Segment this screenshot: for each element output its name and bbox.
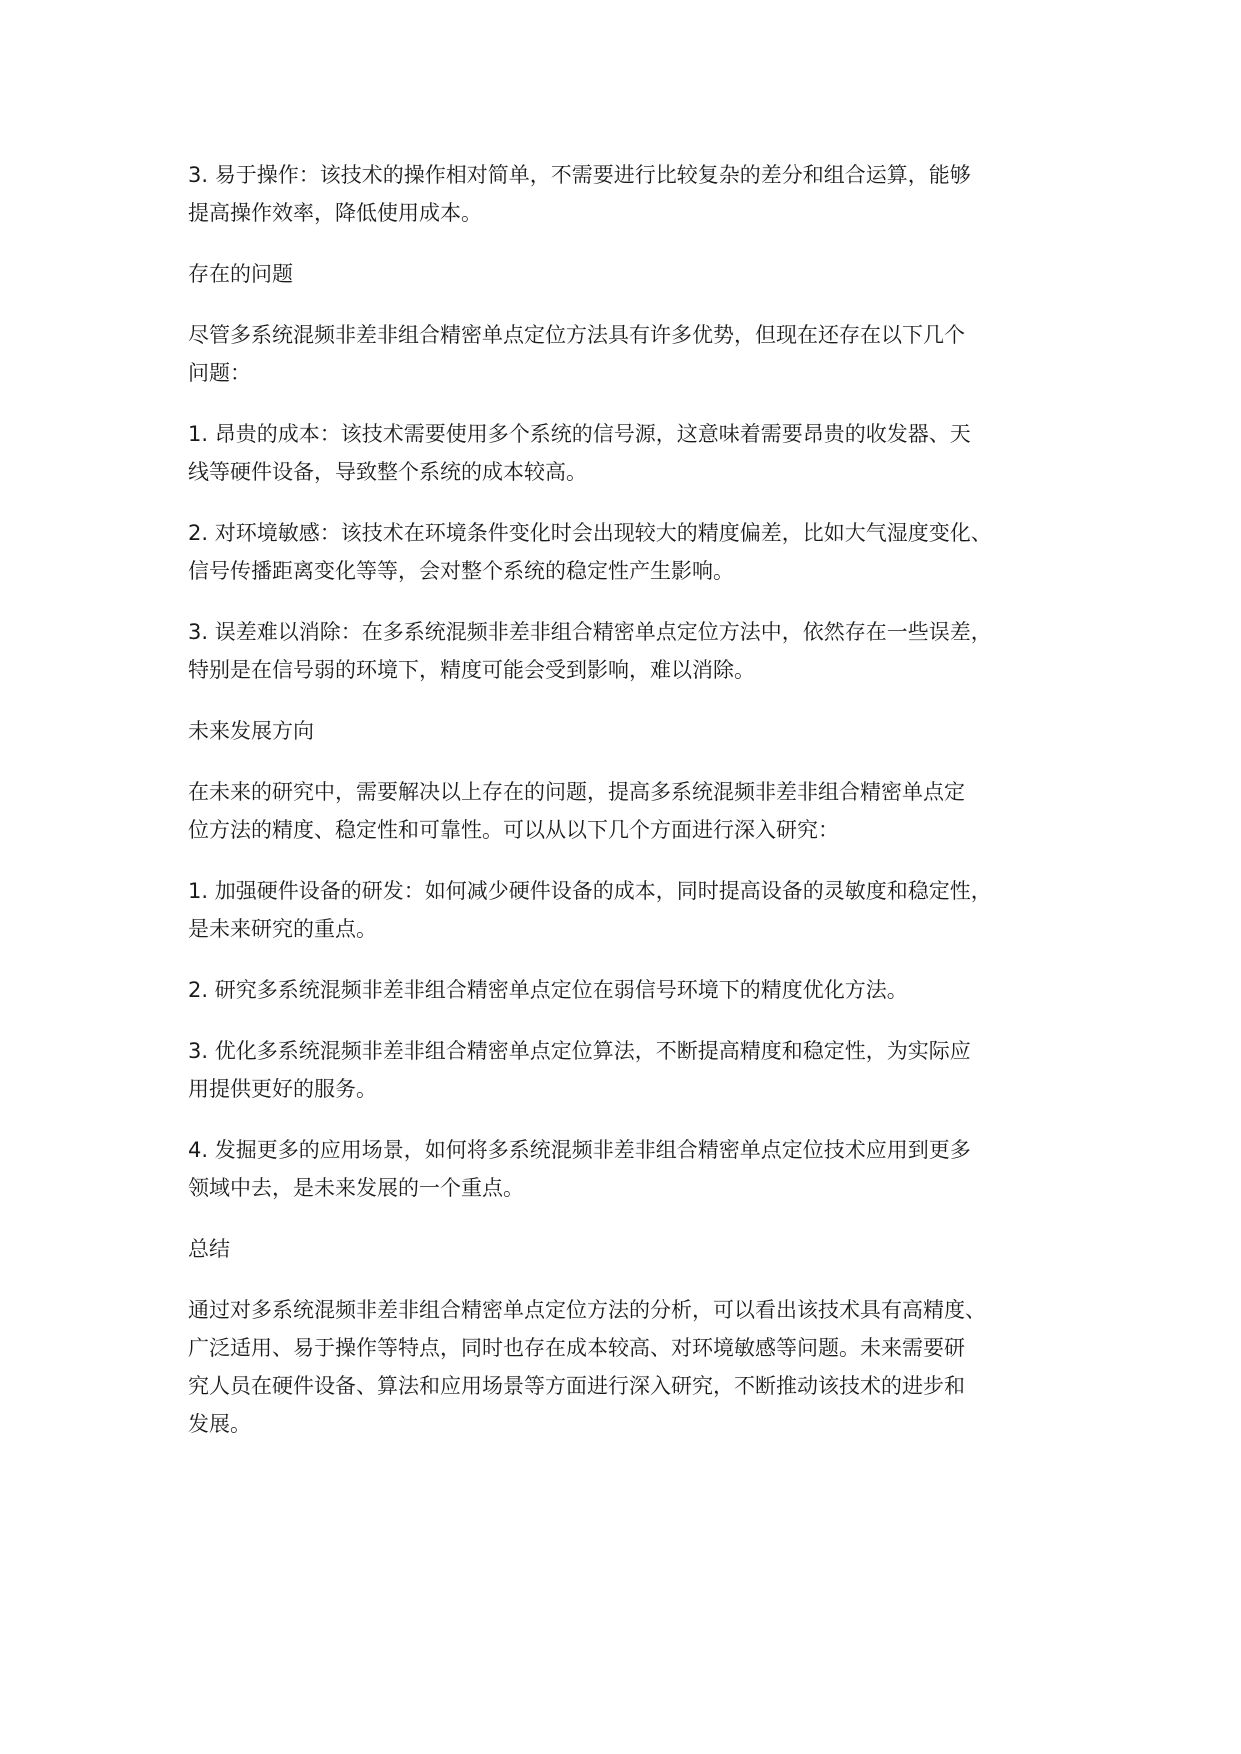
paragraph-future-applications [188, 1131, 1088, 1207]
text-line: 特别是在信号弱的环境下，精度可能会受到影响，难以消除。 [188, 658, 755, 682]
paragraph-problem-cost [188, 415, 1088, 491]
text-line: 究人员在硬件设备、算法和应用场景等方面进行深入研究，不断推动该技术的进步和 [188, 1374, 965, 1398]
text-line: 线等硬件设备，导致整个系统的成本较高。 [188, 460, 587, 484]
text-line: 广泛适用、易于操作等特点，同时也存在成本较高、对环境敏感等问题。未来需要研 [188, 1336, 965, 1360]
document-body [188, 156, 1088, 1466]
text-line: 位方法的精度、稳定性和可靠性。可以从以下几个方面进行深入研究： [188, 818, 839, 842]
paragraph-problem-error [188, 613, 1088, 689]
text-line: 1. 昂贵的成本：该技术需要使用多个系统的信号源，这意味着需要昂贵的收发器、天 [188, 422, 971, 446]
text-line: 4. 发掘更多的应用场景，如何将多系统混频非差非组合精密单点定位技术应用到更多 [188, 1138, 971, 1162]
text-line: 1. 加强硬件设备的研发：如何减少硬件设备的成本，同时提高设备的灵敏度和稳定性， [188, 879, 992, 903]
text-line: 3. 误差难以消除：在多系统混频非差非组合精密单点定位方法中，依然存在一些误差， [188, 620, 992, 644]
heading-text: 存在的问题 [188, 262, 293, 286]
text-line: 尽管多系统混频非差非组合精密单点定位方法具有许多优势，但现在还存在以下几个 [188, 323, 965, 347]
heading-text: 总结 [188, 1237, 230, 1261]
paragraph-problems-intro [188, 316, 1088, 392]
text-line: 发展。 [188, 1412, 251, 1436]
paragraph-future-intro [188, 773, 1088, 849]
text-line: 通过对多系统混频非差非组合精密单点定位方法的分析，可以看出该技术具有高精度、 [188, 1298, 986, 1322]
paragraph-future-algorithm [188, 1032, 1088, 1108]
text-line: 3. 优化多系统混频非差非组合精密单点定位算法，不断提高精度和稳定性，为实际应 [188, 1039, 971, 1063]
section-heading-problems [188, 255, 1088, 293]
paragraph-summary [188, 1291, 1088, 1443]
section-heading-future [188, 712, 1088, 750]
text-line: 提高操作效率，降低使用成本。 [188, 201, 482, 225]
text-line: 用提供更好的服务。 [188, 1077, 377, 1101]
text-line: 领域中去，是未来发展的一个重点。 [188, 1176, 524, 1200]
section-heading-summary [188, 1230, 1088, 1268]
heading-text: 未来发展方向 [188, 719, 314, 743]
paragraph-problem-environment [188, 514, 1088, 590]
paragraph-future-weak-signal [188, 971, 1088, 1009]
text-line: 信号传播距离变化等等，会对整个系统的稳定性产生影响。 [188, 559, 734, 583]
text-line: 在未来的研究中，需要解决以上存在的问题，提高多系统混频非差非组合精密单点定 [188, 780, 965, 804]
text-line: 3. 易于操作：该技术的操作相对简单，不需要进行比较复杂的差分和组合运算，能够 [188, 163, 971, 187]
text-line: 2. 对环境敏感：该技术在环境条件变化时会出现较大的精度偏差，比如大气湿度变化、 [188, 521, 992, 545]
text-line: 是未来研究的重点。 [188, 917, 377, 941]
paragraph-future-hardware [188, 872, 1088, 948]
paragraph-ease-of-operation [188, 156, 1088, 232]
text-line: 2. 研究多系统混频非差非组合精密单点定位在弱信号环境下的精度优化方法。 [188, 978, 908, 1002]
text-line: 问题： [188, 361, 251, 385]
